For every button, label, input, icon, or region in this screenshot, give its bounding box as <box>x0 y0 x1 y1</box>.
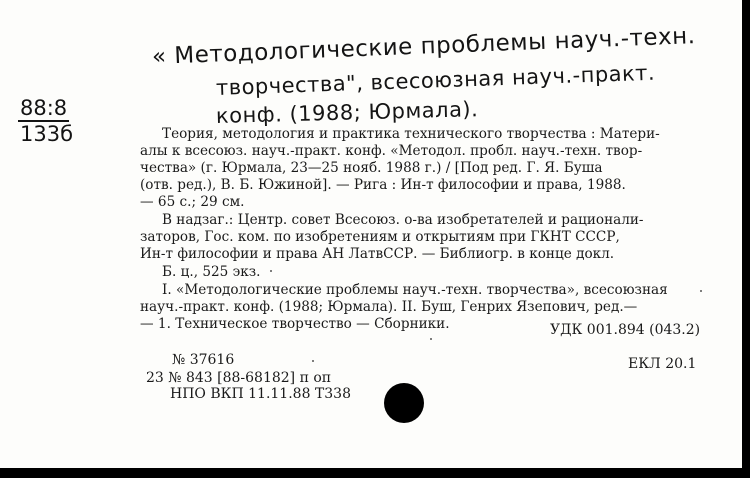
entry-line: Б. ц., 525 экз. <box>162 264 261 280</box>
entry-line: алы к всесоюз. науч.-практ. конф. «Методол. пробл. науч.-техн. твор- <box>140 143 643 159</box>
ekl-code: ЕКЛ 20.1 <box>628 356 697 372</box>
handwritten-line-2: творчества", всесоюзная науч.-практ. <box>215 60 656 100</box>
record-number: № 37616 <box>172 352 235 368</box>
speck <box>270 270 272 272</box>
entry-line: В надзаг.: Центр. совет Всесоюз. о-ва изобретателей и рационали- <box>162 212 644 228</box>
entry-line: Теория, методология и практика технического творчества : Матери- <box>162 126 660 142</box>
speck <box>700 290 702 292</box>
entry-line: чества» (г. Юрмала, 23—25 нояб. 1988 г.) / [Под ред. Г. Я. Буша <box>140 160 603 176</box>
entry-line: науч.-практ. конф. (1988; Юрмала). II. Буш, Генрих Язепович, ред.— <box>140 299 638 315</box>
npo-stamp: НПО ВКП 11.11.88 Т338 <box>170 386 351 402</box>
entry-line: заторов, Гос. ком. по изобретениям и открытиям при ГКНТ СССР, <box>140 229 620 245</box>
punch-hole <box>384 383 424 423</box>
entry-line: — 1. Техническое творчество — Сборники. <box>140 316 450 332</box>
entry-line: — 65 с.; 29 см. <box>140 194 245 210</box>
udk-code: УДК 001.894 (043.2) <box>550 322 701 338</box>
entry-line: Ин-т философии и права АН ЛатвССР. — Библиогр. в конце докл. <box>140 246 615 262</box>
shelfmark-top: 88:8 <box>20 96 68 120</box>
entry-line: (отв. ред.), В. Б. Южиной]. — Рига : Ин-т философии и права, 1988. <box>140 177 626 193</box>
shelfmark-bottom: 133б <box>20 122 74 146</box>
handwritten-line-1: « Методологические проблемы науч.-техн. <box>151 23 696 70</box>
speck <box>430 338 432 340</box>
inventory-line: 23 № 843 [88-68182] п оп <box>146 370 332 386</box>
speck <box>312 360 314 362</box>
entry-line: I. «Методологические проблемы науч.-техн. творчества», всесоюзная <box>162 282 668 298</box>
handwritten-line-3: конф. (1988; Юрмала). <box>215 97 479 128</box>
